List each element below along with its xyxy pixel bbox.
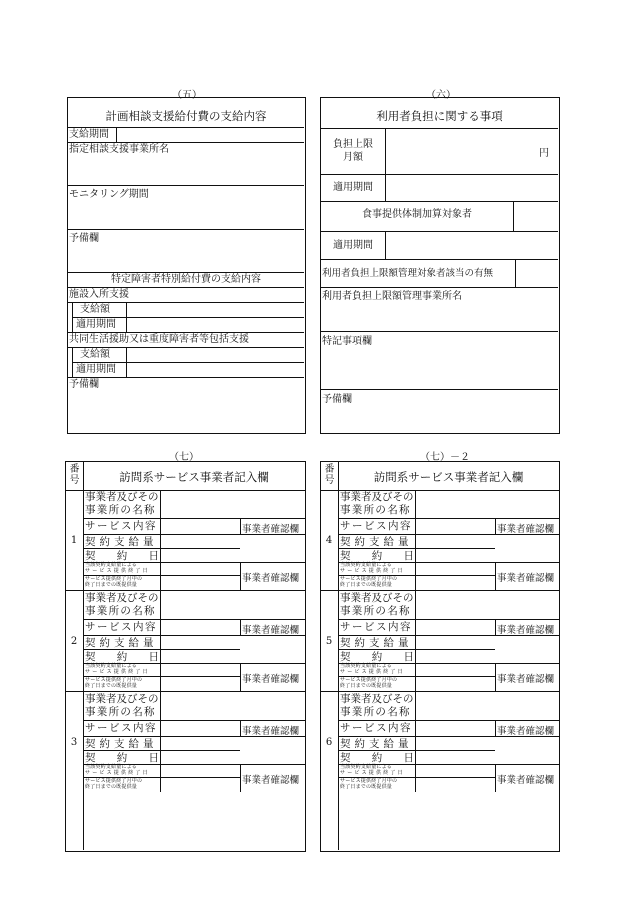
operator-confirmation-label: 事業者確認欄 — [497, 573, 555, 584]
divider — [116, 127, 117, 142]
contract-date-label — [340, 550, 414, 562]
contract-date-char: 契 — [340, 550, 351, 562]
operator-name-label: 事業者及びその — [340, 693, 414, 705]
operator-confirmation-label: 事業者確認欄 — [497, 524, 555, 535]
contract-date-char: 約 — [116, 550, 128, 562]
provided-amount-label: サービス提供終了月中の — [85, 778, 143, 784]
section7-2-caption: （七）－２ — [420, 452, 470, 463]
divider — [415, 764, 416, 792]
contract-amount-label: 契約支給量 — [85, 536, 158, 548]
divider — [495, 518, 496, 534]
divider — [321, 389, 558, 390]
contract-date-char: 約 — [116, 752, 128, 764]
divider — [68, 377, 304, 378]
operator-name-label: 事業所の名称 — [340, 504, 411, 516]
contract-amount-label: 契約支給量 — [85, 637, 158, 649]
divider — [83, 750, 240, 751]
divider — [321, 128, 558, 129]
operator-name-label: 事業者及びその — [340, 592, 414, 604]
divider — [321, 201, 558, 202]
divider — [240, 663, 241, 691]
amount-label: 支給額 — [80, 349, 110, 360]
divider — [83, 635, 305, 636]
section7-title: 訪問系サービス事業者記入欄 — [119, 470, 269, 484]
divider — [160, 692, 161, 764]
operator-confirmation-label: 事業者確認欄 — [497, 775, 555, 786]
divider — [495, 764, 496, 792]
divider — [68, 332, 304, 333]
operator-name-label: 事業所の名称 — [85, 605, 156, 617]
contract-date-label — [85, 550, 159, 562]
contract-date-label — [85, 752, 159, 764]
divider — [83, 534, 305, 535]
divider — [68, 142, 304, 143]
facility-support-label: 施設入所支援 — [69, 289, 129, 300]
provided-amount-label: 終了日までの既提供量 — [85, 683, 138, 689]
provider-entry-block — [321, 692, 559, 812]
end-date-label: 当該契約支給量による — [85, 562, 138, 568]
section6-caption: （六） — [426, 90, 456, 101]
operator-name-label: 事業者及びその — [340, 491, 414, 503]
divider — [160, 764, 161, 792]
section6-title: 利用者負担に関する事項 — [376, 109, 503, 123]
divider — [68, 287, 304, 288]
provided-amount-label: 終了日までの既提供量 — [340, 683, 393, 689]
end-date-label: サービス提供終了日 — [340, 669, 405, 675]
divider — [385, 174, 386, 201]
divider — [385, 231, 386, 259]
designated-office-label: 指定相談支援事業所名 — [69, 144, 169, 155]
provided-amount-label: サービス提供終了月中の — [85, 576, 143, 582]
contract-date-char: 契 — [85, 752, 96, 764]
divider — [83, 548, 240, 549]
divider — [68, 229, 304, 230]
divider — [68, 127, 304, 128]
divider — [415, 591, 416, 663]
operator-confirmation-label: 事業者確認欄 — [242, 726, 300, 737]
number-header: 番 — [324, 464, 335, 475]
contract-date-char: 契 — [340, 651, 351, 663]
divider — [240, 720, 241, 736]
section5-caption: （五） — [172, 90, 202, 101]
yen-unit: 円 — [539, 148, 549, 159]
operator-name-label: 事業所の名称 — [85, 504, 156, 516]
provided-amount-label: サービス提供終了月中の — [340, 576, 398, 582]
contract-date-label — [340, 651, 414, 663]
service-content-label: サービス内容 — [85, 722, 157, 734]
operator-confirmation-label: 事業者確認欄 — [497, 726, 555, 737]
number-header: 号 — [69, 475, 80, 486]
entry-number: 2 — [70, 636, 78, 647]
limit-mgmt-office-label: 利用者負担上限額管理事業所名 — [322, 291, 462, 302]
group-home-label: 共同生活援助又は重度障害者等包括支援 — [69, 334, 249, 345]
contract-date-char: 日 — [148, 550, 159, 562]
divider — [83, 649, 240, 650]
contract-date-char: 約 — [371, 752, 383, 764]
entry-number: 3 — [70, 737, 78, 748]
divider — [338, 649, 495, 650]
divider — [83, 518, 305, 519]
service-provider-table-right — [320, 461, 560, 852]
service-provider-table-left — [65, 461, 306, 852]
divider — [160, 562, 161, 590]
applicable-period-label: 適用期間 — [76, 319, 116, 330]
special-notes-label: 特記事項欄 — [322, 336, 372, 347]
section7-title: 訪問系サービス事業者記入欄 — [373, 470, 524, 484]
divider — [160, 490, 161, 562]
entry-number: 4 — [325, 535, 333, 546]
divider — [495, 619, 496, 635]
divider — [160, 663, 161, 691]
contract-date-char: 契 — [340, 752, 351, 764]
operator-name-label: 事業者及びその — [85, 491, 159, 503]
contract-date-label — [340, 752, 414, 764]
service-content-label: サービス内容 — [85, 621, 157, 633]
contract-amount-label: 契約支給量 — [340, 738, 413, 750]
operator-confirmation-label: 事業者確認欄 — [242, 674, 300, 685]
end-date-label: 当該契約支給量による — [340, 562, 393, 568]
end-date-label: サービス提供終了日 — [85, 568, 150, 574]
divider — [495, 562, 496, 590]
amount-label: 支給額 — [80, 304, 110, 315]
reserve-label: 予備欄 — [322, 394, 352, 405]
divider — [83, 619, 305, 620]
operator-name-label: 事業者及びその — [85, 693, 159, 705]
end-date-label: 当該契約支給量による — [340, 663, 393, 669]
contract-date-char: 日 — [403, 550, 414, 562]
section5-table — [67, 97, 306, 434]
divider — [321, 231, 558, 232]
divider — [321, 331, 558, 332]
operator-name-label: 事業者及びその — [85, 592, 159, 604]
contract-date-char: 約 — [371, 651, 383, 663]
divider — [338, 635, 559, 636]
provided-amount-label: サービス提供終了月中の — [340, 677, 398, 683]
operator-name-label: 事業所の名称 — [85, 706, 156, 718]
contract-date-char: 契 — [85, 651, 96, 663]
provided-amount-label: 終了日までの既提供量 — [85, 582, 138, 588]
end-date-label: 当該契約支給量による — [85, 663, 138, 669]
end-date-label: 当該契約支給量による — [85, 764, 138, 770]
contract-date-label — [85, 651, 159, 663]
divider — [338, 619, 559, 620]
contract-date-char: 日 — [148, 651, 159, 663]
divider — [513, 201, 514, 231]
special-benefit-subtitle: 特定障害者特別給付費の支給内容 — [111, 274, 261, 285]
divider — [415, 562, 416, 590]
entry-number: 1 — [70, 535, 78, 546]
divider — [240, 562, 241, 590]
applicable-period-label: 適用期間 — [76, 364, 116, 375]
divider — [240, 518, 241, 534]
section7-caption: （七） — [169, 452, 199, 463]
service-content-label: サービス内容 — [340, 722, 412, 734]
divider — [240, 619, 241, 635]
entry-number: 6 — [325, 737, 333, 748]
service-content-label: サービス内容 — [85, 520, 157, 532]
operator-name-label: 事業所の名称 — [340, 706, 411, 718]
divider — [68, 347, 304, 348]
provided-amount-label: 終了日までの既提供量 — [85, 784, 138, 790]
divider — [338, 534, 559, 535]
service-content-label: サービス内容 — [340, 621, 412, 633]
operator-confirmation-label: 事業者確認欄 — [242, 625, 300, 636]
provided-amount-label: 終了日までの既提供量 — [340, 582, 393, 588]
entry-number: 5 — [325, 636, 333, 647]
divider — [72, 317, 304, 318]
operator-confirmation-label: 事業者確認欄 — [242, 775, 300, 786]
divider — [68, 272, 304, 273]
contract-date-char: 約 — [371, 550, 383, 562]
reserve-label: 予備欄 — [69, 379, 99, 390]
service-content-label: サービス内容 — [340, 520, 412, 532]
number-header: 号 — [324, 475, 335, 486]
contract-amount-label: 契約支給量 — [85, 738, 158, 750]
contract-date-char: 日 — [403, 651, 414, 663]
provided-amount-label: 終了日までの既提供量 — [340, 784, 393, 790]
divider — [160, 591, 161, 663]
meal-support-label: 食事提供体制加算対象者 — [362, 209, 472, 220]
divider — [495, 663, 496, 691]
section6-table — [320, 97, 560, 434]
limit-mgmt-label: 利用者負担上限額管理対象者該当の有無 — [322, 268, 494, 279]
contract-date-char: 約 — [116, 651, 128, 663]
limit-label: 月額 — [343, 152, 363, 163]
monitoring-label: モニタリング期間 — [69, 189, 149, 200]
operator-name-label: 事業所の名称 — [340, 605, 411, 617]
end-date-label: サービス提供終了日 — [340, 770, 405, 776]
end-date-label: サービス提供終了日 — [85, 669, 150, 675]
divider — [83, 736, 305, 737]
divider — [338, 750, 495, 751]
contract-amount-label: 契約支給量 — [340, 536, 413, 548]
divider — [321, 259, 558, 260]
number-header: 番 — [69, 464, 80, 475]
contract-date-char: 日 — [403, 752, 414, 764]
applicable-period-label: 適用期間 — [333, 240, 373, 251]
divider — [338, 736, 559, 737]
divider — [321, 174, 558, 175]
divider — [338, 720, 559, 721]
contract-date-char: 契 — [85, 550, 96, 562]
divider — [338, 518, 559, 519]
divider — [415, 692, 416, 764]
divider — [83, 720, 305, 721]
operator-confirmation-label: 事業者確認欄 — [242, 524, 300, 535]
limit-label: 負担上限 — [333, 139, 373, 150]
supply-period-label: 支給期間 — [69, 129, 109, 140]
provider-entry-block — [66, 692, 305, 812]
end-date-label: 当該契約支給量による — [340, 764, 393, 770]
divider — [515, 259, 516, 287]
section5-title: 計画相談支援給付費の支給内容 — [105, 109, 267, 123]
divider — [495, 720, 496, 736]
divider — [321, 287, 558, 288]
end-date-label: サービス提供終了日 — [340, 568, 405, 574]
divider — [240, 764, 241, 792]
divider — [338, 548, 495, 549]
divider — [68, 302, 304, 303]
contract-amount-label: 契約支給量 — [340, 637, 413, 649]
provided-amount-label: サービス提供終了月中の — [340, 778, 398, 784]
operator-confirmation-label: 事業者確認欄 — [497, 674, 555, 685]
divider — [68, 185, 304, 186]
operator-confirmation-label: 事業者確認欄 — [242, 573, 300, 584]
end-date-label: サービス提供終了日 — [85, 770, 150, 776]
applicable-period-label: 適用期間 — [333, 182, 373, 193]
divider — [385, 128, 386, 174]
contract-date-char: 日 — [148, 752, 159, 764]
operator-confirmation-label: 事業者確認欄 — [497, 625, 555, 636]
divider — [415, 663, 416, 691]
reserve-label: 予備欄 — [69, 233, 99, 244]
divider — [72, 362, 304, 363]
provided-amount-label: サービス提供終了月中の — [85, 677, 143, 683]
divider — [415, 490, 416, 562]
